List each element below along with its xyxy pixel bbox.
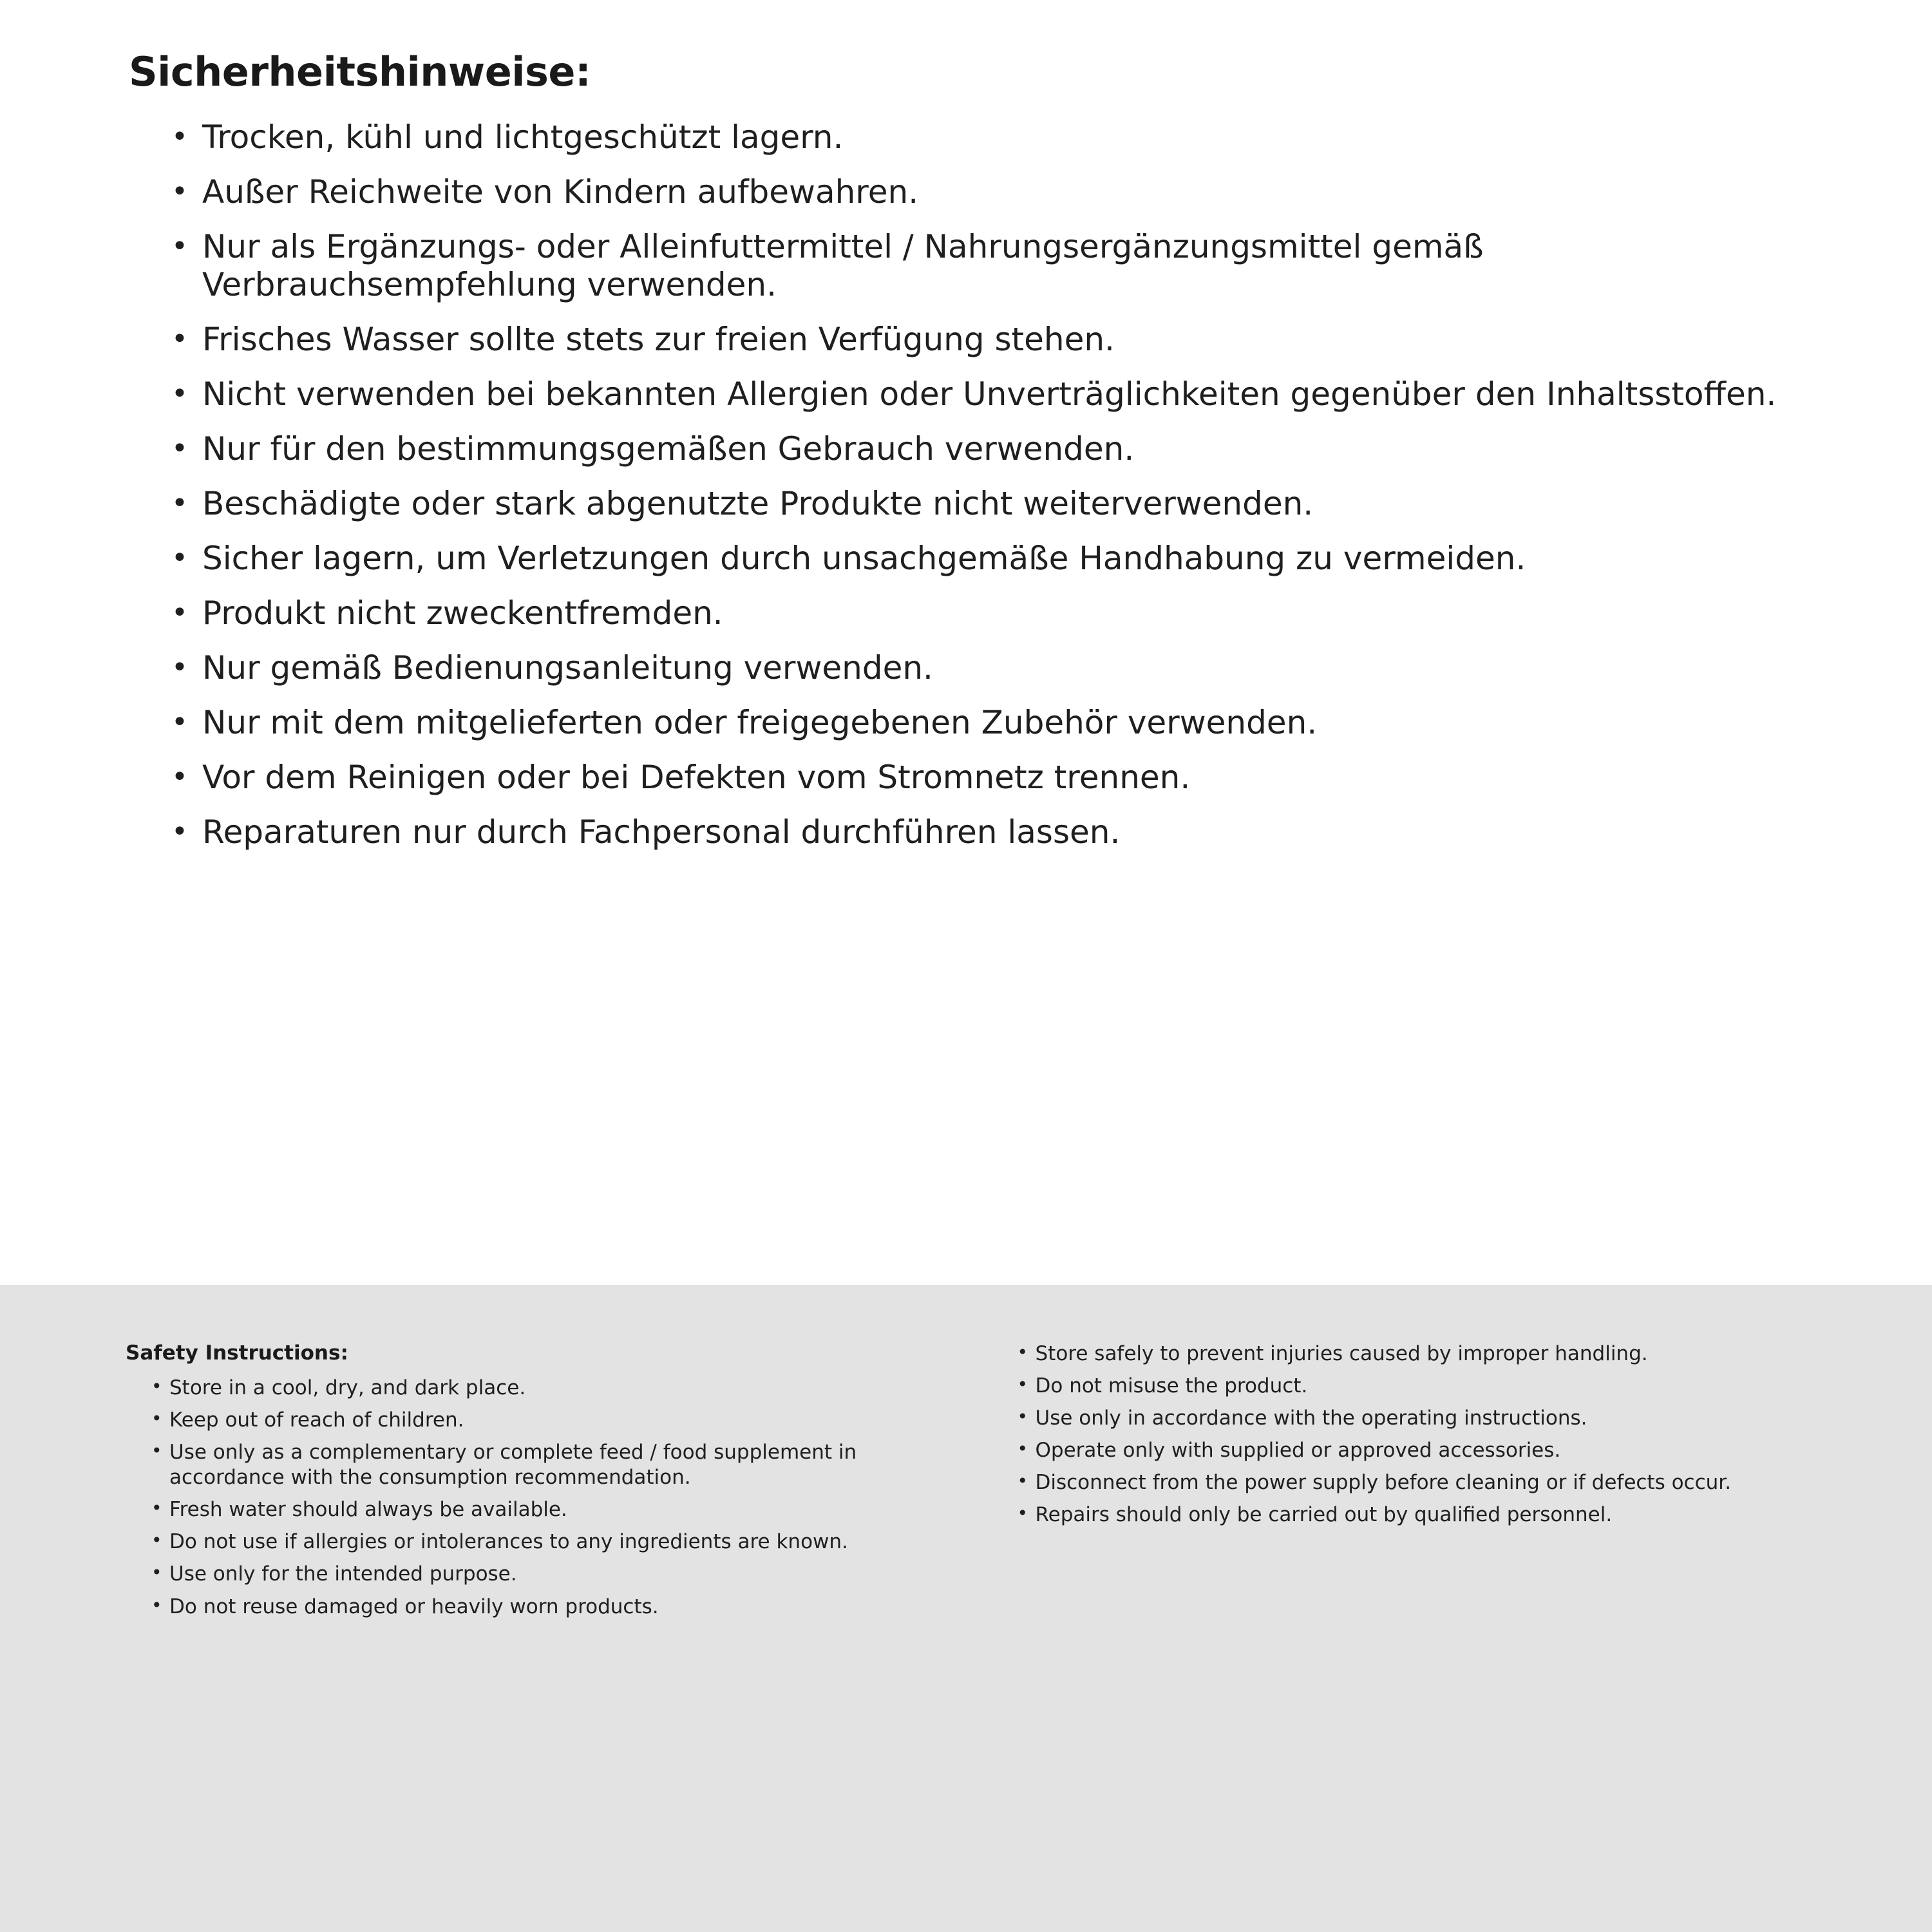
list-item: • Sicher lagern, um Verletzungen durch unsachgemäße Handhabung zu vermeiden. bbox=[166, 540, 1815, 578]
list-item: • Do not use if allergies or intolerances to any ingredients are known. bbox=[150, 1530, 965, 1555]
english-column-right bbox=[1016, 1341, 1855, 1535]
list-item: • Do not misuse the product. bbox=[1016, 1374, 1855, 1399]
german-safety-section bbox=[0, 0, 1932, 851]
german-safety-list bbox=[129, 118, 1855, 851]
list-item: • Frisches Wasser sollte stets zur freien Verfügung stehen. bbox=[166, 321, 1815, 359]
list-item: • Nicht verwenden bei bekannten Allergien oder Unverträglichkeiten gegenüber den Inhaltsstoffen. bbox=[166, 375, 1815, 413]
english-section-title: Safety Instructions: bbox=[126, 1341, 348, 1365]
english-safety-list-right bbox=[1016, 1341, 1855, 1528]
list-item: • Vor dem Reinigen oder bei Defekten vom Stromnetz trennen. bbox=[166, 759, 1815, 797]
list-item: • Nur als Ergänzungs- oder Alleinfuttermittel / Nahrungsergänzungsmittel gemäß Verbrauchsempfehlung verwenden. bbox=[166, 228, 1815, 304]
list-item: • Do not reuse damaged or heavily worn products. bbox=[150, 1595, 965, 1620]
list-item: • Außer Reichweite von Kindern aufbewahren. bbox=[166, 173, 1815, 211]
list-item: • Reparaturen nur durch Fachpersonal durchführen lassen. bbox=[166, 813, 1815, 851]
english-safety-section bbox=[0, 1285, 1932, 1932]
list-item: • Nur gemäß Bedienungsanleitung verwenden. bbox=[166, 649, 1815, 687]
english-column-left bbox=[126, 1341, 965, 1627]
list-item: • Store in a cool, dry, and dark place. bbox=[150, 1376, 965, 1401]
list-item: • Repairs should only be carried out by qualified personnel. bbox=[1016, 1502, 1855, 1528]
list-item: • Produkt nicht zweckentfremden. bbox=[166, 594, 1815, 632]
english-safety-list-left bbox=[126, 1376, 965, 1619]
list-item: • Beschädigte oder stark abgenutzte Produkte nicht weiterverwenden. bbox=[166, 485, 1815, 523]
german-section-title: Sicherheitshinweise: bbox=[129, 48, 591, 95]
list-item: • Use only as a complementary or complete feed / food supplement in accordance with the consumption recommendation. bbox=[150, 1440, 965, 1490]
list-item: • Nur mit dem mitgelieferten oder freigegebenen Zubehör verwenden. bbox=[166, 704, 1815, 742]
list-item: • Nur für den bestimmungsgemäßen Gebrauch verwenden. bbox=[166, 430, 1815, 468]
list-item: • Use only for the intended purpose. bbox=[150, 1562, 965, 1587]
list-item: • Disconnect from the power supply before cleaning or if defects occur. bbox=[1016, 1470, 1855, 1495]
list-item: • Keep out of reach of children. bbox=[150, 1408, 965, 1433]
list-item: • Fresh water should always be available. bbox=[150, 1497, 965, 1522]
english-columns bbox=[126, 1341, 1855, 1627]
list-item: • Store safely to prevent injuries caused by improper handling. bbox=[1016, 1341, 1855, 1367]
list-item: • Use only in accordance with the operating instructions. bbox=[1016, 1406, 1855, 1431]
list-item: • Trocken, kühl und lichtgeschützt lagern. bbox=[166, 118, 1815, 156]
list-item: • Operate only with supplied or approved accessories. bbox=[1016, 1438, 1855, 1463]
